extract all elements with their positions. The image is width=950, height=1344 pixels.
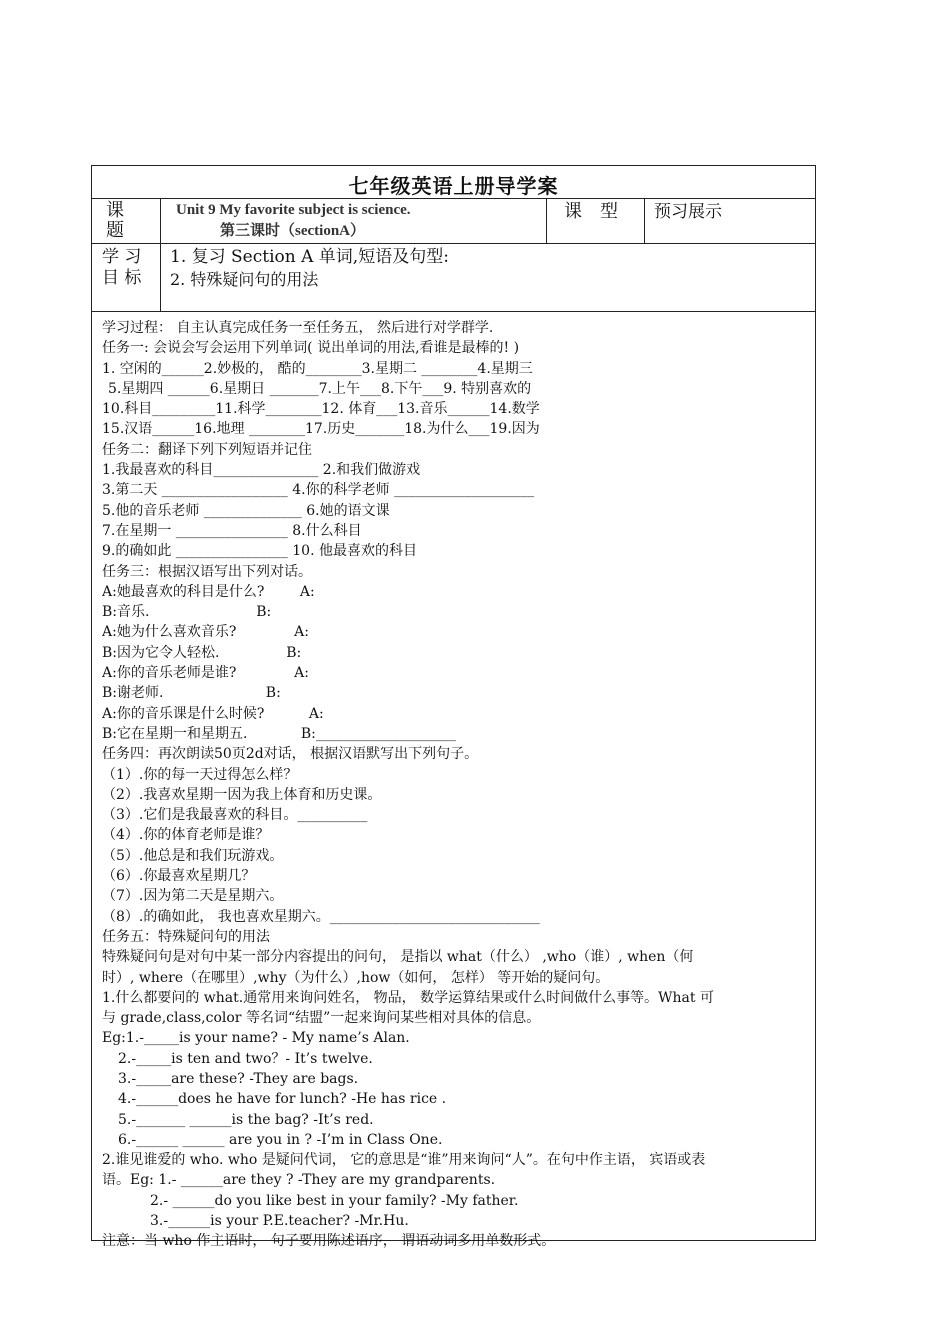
text-line: 3.-_____are these? -They are bags. xyxy=(118,1070,359,1087)
lesson-label: 课 题 xyxy=(106,200,124,241)
text-line: 特殊疑问句是对句中某一部分内容提出的问句， 是指以 what（什么） ,who（谁）, when（何 xyxy=(102,949,694,966)
worksheet-table xyxy=(91,165,816,1250)
text-line: 3.-______is your P.E.teacher? -Mr.Hu. xyxy=(150,1213,409,1230)
text-line: A:她为什么喜欢音乐? A: xyxy=(102,624,310,641)
lesson-period: 第三课时（sectionA） xyxy=(220,223,365,239)
text-line: 5.星期四 ______6.星期日 _______7.上午___8.下午___9. 特别喜欢的 xyxy=(108,380,532,397)
text-line: 学习过程： 自主认真完成任务一至任务五， 然后进行对学群学. xyxy=(102,320,494,336)
goal-item: 2. 特殊疑问句的用法 xyxy=(170,270,319,289)
divider xyxy=(92,198,815,199)
text-line: A:你的音乐课是什么时候? A: xyxy=(102,705,324,722)
divider xyxy=(546,198,547,243)
text-line: 2.- ______do you like best in your family? -My father. xyxy=(150,1192,519,1209)
type-label: 课 型 xyxy=(564,201,618,222)
text-line: 注意：当 who 作主语时， 句子要用陈述语序， 谓语动词多用单数形式。 xyxy=(102,1233,556,1250)
type-value: 预习展示 xyxy=(654,202,722,222)
text-line: 语。Eg: 1.- ______are they ? -They are my grandparents. xyxy=(102,1172,496,1189)
divider xyxy=(92,243,815,244)
text-line: （2）.我喜欢星期一因为我上体育和历史课。 xyxy=(102,786,382,803)
text-line: 4.-______does he have for lunch? -He has rice . xyxy=(118,1091,447,1108)
divider xyxy=(92,311,815,312)
text-line: 9.的确如此 ________________ 10. 他最喜欢的科目 xyxy=(102,543,417,560)
text-line: B:它在星期一和星期五. B:____________________ xyxy=(102,725,456,742)
text-line: 时）, where（在哪里）,why（为什么）,how（如何， 怎样） 等开始的疑问句。 xyxy=(102,969,610,986)
text-line: 6.-______ ______ are you in ? -I’m in Class One. xyxy=(118,1131,443,1148)
goal-label: 学 习 xyxy=(102,247,142,267)
text-line: （8）.的确如此， 我也喜欢星期六。______________________________ xyxy=(102,908,540,925)
text-line: B:音乐. B: xyxy=(102,604,272,621)
text-line: （5）.他总是和我们玩游戏。 xyxy=(102,847,284,864)
text-line: 1. 空闲的______2.妙极的， 酷的________3.星期二 ________4.星期三 xyxy=(102,360,533,377)
text-line: 2.谁见谁爱的 who. who 是疑问代词， 它的意思是“谁”用来询问“人”。在句中作主语， 宾语或表 xyxy=(102,1152,706,1169)
text-line: （3）.它们是我最喜欢的科目。__________ xyxy=(102,807,368,824)
text-line: Eg:1.-_____is your name? - My name’s Alan. xyxy=(102,1030,410,1047)
text-line: 5.-_______ ______is the bag? -It’s red. xyxy=(118,1111,374,1128)
text-line: （6）.你最喜欢星期几？ xyxy=(102,868,256,885)
text-line: 任务五：特殊疑问句的用法 xyxy=(102,928,270,945)
text-line: 1.什么都要问的 what.通常用来询问姓名， 物品， 数学运算结果或什么时间做什么事等。What 可 xyxy=(102,989,714,1006)
text-line: （4）.你的体育老师是谁？ xyxy=(102,827,270,844)
text-line: 任务二：翻译下列下列短语并记住 xyxy=(102,441,312,458)
text-line: 7.在星期一 ________________ 8.什么科目 xyxy=(102,522,362,539)
text-line: 15.汉语______16.地理 ________17.历史_______18.为什么___19.因为 xyxy=(102,421,540,438)
text-line: A:你的音乐老师是谁? A: xyxy=(102,665,310,682)
text-line: 2.-_____is ten and two？- It’s twelve. xyxy=(118,1050,373,1067)
text-line: 3.第二天 __________________ 4.你的科学老师 ____________________ xyxy=(102,482,535,499)
text-line: （7）.因为第二天是星期六。 xyxy=(102,888,284,905)
page-title: 七年级英语上册导学案 xyxy=(348,174,559,198)
goal-item: 1. 复习 Section A 单词,短语及句型: xyxy=(170,247,449,267)
text-line: B:谢老师. B: xyxy=(102,685,281,702)
text-line: （1）.你的每一天过得怎么样？ xyxy=(102,766,298,783)
divider xyxy=(644,198,645,243)
text-line: 任务一: 会说会写会运用下列单词( 说出单词的用法,看谁是最棒的! ) xyxy=(102,340,520,357)
text-line: 与 grade,class,color 等名词“结盟”一起来询问某些相对具体的信息。 xyxy=(102,1010,541,1027)
text-line: 任务四：再次朗读50页2d对话， 根据汉语默写出下列句子。 xyxy=(102,746,479,763)
unit-title: Unit 9 My favorite subject is science. xyxy=(176,202,411,218)
text-line: A:她最喜欢的科目是什么? A: xyxy=(102,583,315,600)
goal-label: 目 标 xyxy=(102,268,142,288)
text-line: 10.科目_________11.科学________12. 体育___13.音乐______14.数学 xyxy=(102,401,540,418)
text-line: 5.他的音乐老师 ______________ 6.她的语文课 xyxy=(102,502,390,519)
text-line: B:因为它令人轻松. B: xyxy=(102,644,302,661)
study-process xyxy=(102,318,807,1252)
text-line: 1.我最喜欢的科目_______________ 2.和我们做游戏 xyxy=(102,462,421,479)
divider xyxy=(160,198,161,311)
text-line: 任务三：根据汉语写出下列对话。 xyxy=(102,563,312,580)
